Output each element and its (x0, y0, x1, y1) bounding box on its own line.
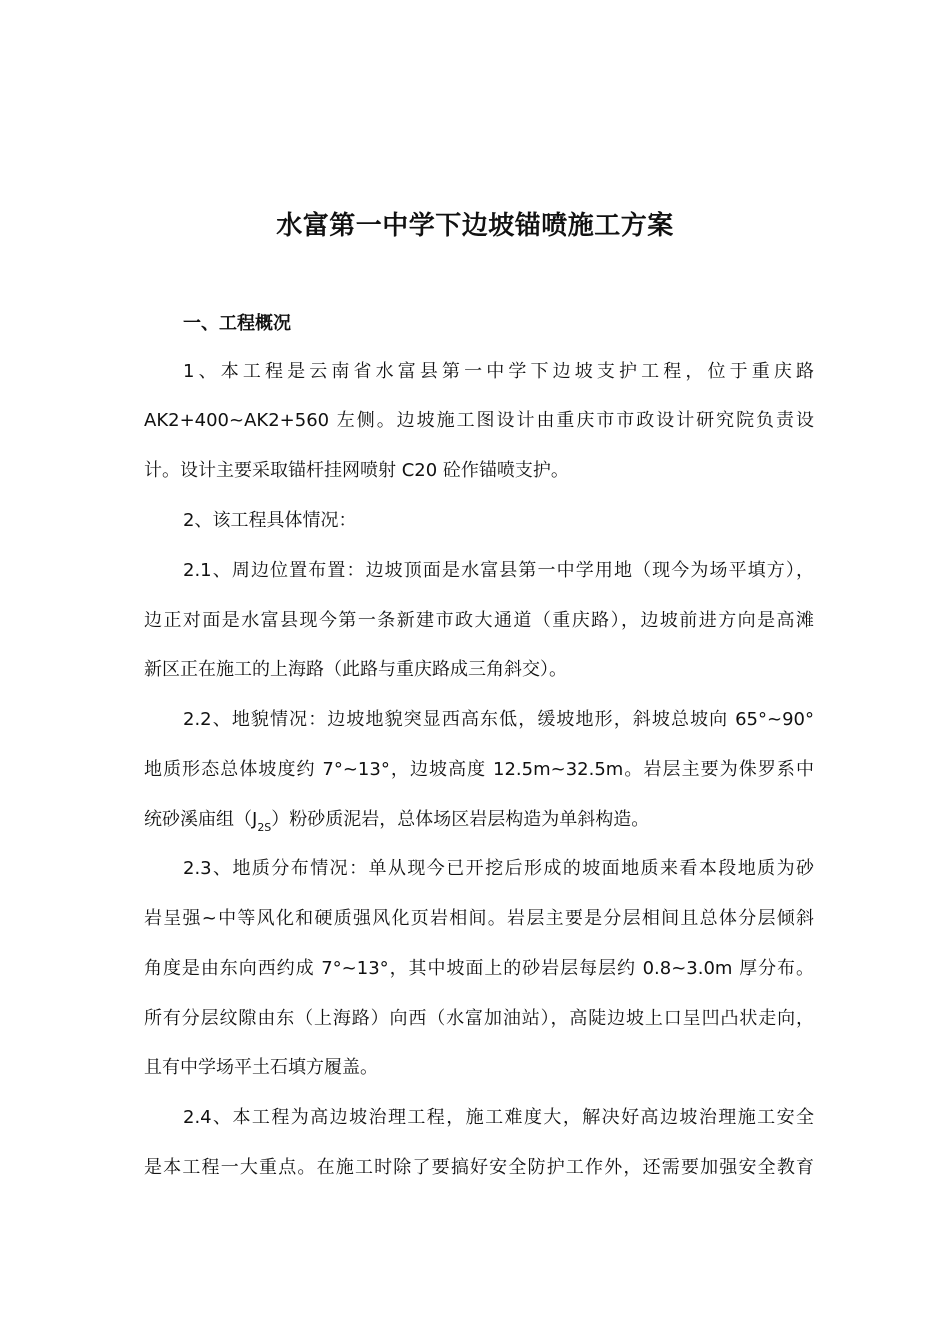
paragraph-line: 2.2、地貌情况：边坡地貌突显西高东低，缓坡地形，斜坡总坡向 65°~90° (183, 709, 814, 730)
formation-line (144, 806, 814, 834)
paragraph-line: 边正对面是水富县现今第一条新建市政大通道（重庆路），边坡前进方向是高滩 (144, 610, 814, 631)
paragraph-line: 2.3、地质分布情况：单从现今已开挖后形成的坡面地质来看本段地质为砂 (183, 858, 814, 879)
paragraph-line: 地质形态总体坡度约 7°~13°，边坡高度 12.5m~32.5m。岩层主要为侏罗系中 (144, 759, 814, 780)
paragraph-line: 角度是由东向西约成 7°~13°，其中坡面上的砂岩层每层约 0.8~3.0m 厚分布。 (144, 958, 814, 979)
paragraph-line: 2.1、周边位置布置：边坡顶面是水富县第一中学用地（现今为场平填方）， (183, 560, 814, 581)
paragraph-line: 是本工程一大重点。在施工时除了要搞好安全防护工作外，还需要加强安全教育 (144, 1157, 814, 1178)
formation-text-before: 统砂溪庙组（J (144, 809, 258, 830)
paragraph-line: 2、该工程具体情况： (183, 510, 357, 531)
paragraph-line: 新区正在施工的上海路（此路与重庆路成三角斜交）。 (144, 659, 567, 680)
formation-subscript: 2S (257, 821, 272, 834)
paragraph-line: 2.4、本工程为高边坡治理工程，施工难度大，解决好高边坡治理施工安全 (183, 1107, 814, 1128)
paragraph-line: 计。设计主要采取锚杆挂网喷射 C20 砼作锚喷支护。 (144, 460, 569, 481)
paragraph-line: AK2+400~AK2+560 左侧。边坡施工图设计由重庆市市政设计研究院负责设 (144, 410, 814, 431)
section-heading: 一、工程概况 (183, 313, 291, 334)
formation-text-after: ）粉砂质泥岩，总体场区岩层构造为单斜构造。 (271, 809, 650, 830)
paragraph-line: 岩呈强~中等风化和硬质强风化页岩相间。岩层主要是分层相间且总体分层倾斜 (144, 908, 814, 929)
paragraph-line: 1、本工程是云南省水富县第一中学下边坡支护工程，位于重庆路 (183, 361, 814, 382)
paragraph-line: 所有分层纹隙由东（上海路）向西（水富加油站），高陡边坡上口呈凹凸状走向， (144, 1008, 814, 1029)
paragraph-line: 且有中学场平土石填方履盖。 (144, 1057, 378, 1078)
document-title: 水富第一中学下边坡锚喷施工方案 (276, 211, 674, 241)
